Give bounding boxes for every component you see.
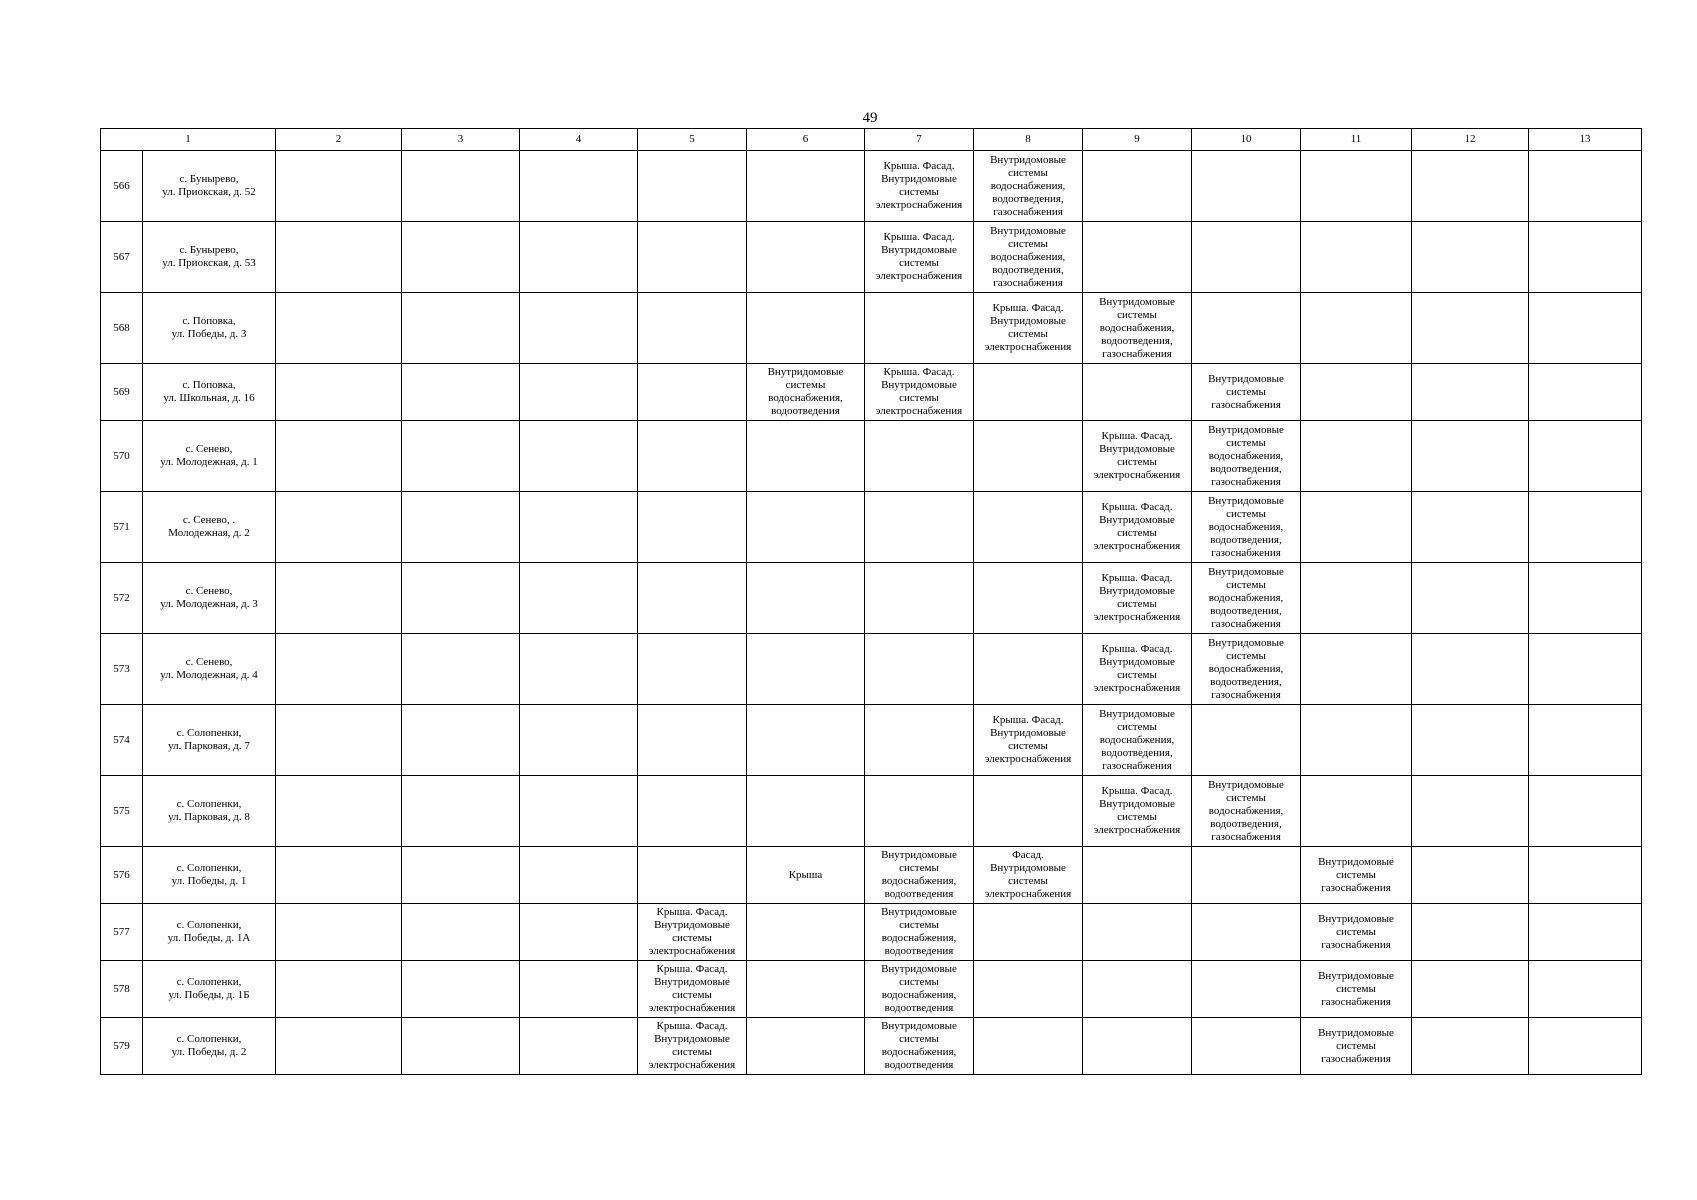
work-cell-13 xyxy=(1529,293,1642,364)
table-row xyxy=(101,293,1642,364)
work-schedule-table xyxy=(100,128,1642,1075)
column-header: 13 xyxy=(1529,129,1642,151)
work-cell-6 xyxy=(747,961,865,1018)
work-cell-5 xyxy=(638,634,747,705)
work-cell-2 xyxy=(276,492,402,563)
work-cell-2 xyxy=(276,364,402,421)
row-number-cell: 568 xyxy=(101,293,143,364)
work-cell-11: Внутридомовые системы газоснабжения xyxy=(1301,961,1412,1018)
work-cell-8 xyxy=(974,563,1083,634)
work-cell-4 xyxy=(520,151,638,222)
work-cell-2 xyxy=(276,421,402,492)
work-cell-8 xyxy=(974,904,1083,961)
work-cell-3 xyxy=(402,364,520,421)
work-cell-7: Крыша. Фасад. Внутридомовые системы электроснабжения xyxy=(865,222,974,293)
work-cell-11 xyxy=(1301,776,1412,847)
work-cell-7 xyxy=(865,421,974,492)
work-cell-9: Крыша. Фасад. Внутридомовые системы электроснабжения xyxy=(1083,421,1192,492)
work-cell-9 xyxy=(1083,847,1192,904)
work-cell-13 xyxy=(1529,847,1642,904)
work-cell-6 xyxy=(747,705,865,776)
address-cell: с. Солопенки, ул. Парковая, д. 8 xyxy=(143,776,276,847)
address-cell: с. Сенево, ул. Молодежная, д. 3 xyxy=(143,563,276,634)
row-number-cell: 574 xyxy=(101,705,143,776)
table-row xyxy=(101,222,1642,293)
work-cell-5 xyxy=(638,293,747,364)
work-cell-2 xyxy=(276,222,402,293)
work-cell-6: Крыша xyxy=(747,847,865,904)
work-cell-7: Крыша. Фасад. Внутридомовые системы электроснабжения xyxy=(865,364,974,421)
work-cell-11 xyxy=(1301,705,1412,776)
work-cell-6 xyxy=(747,492,865,563)
column-header: 7 xyxy=(865,129,974,151)
work-cell-3 xyxy=(402,847,520,904)
work-cell-9: Внутридомовые системы водоснабжения, водоотведения, газоснабжения xyxy=(1083,293,1192,364)
row-number-cell: 566 xyxy=(101,151,143,222)
table-row xyxy=(101,1018,1642,1075)
work-cell-7: Внутридомовые системы водоснабжения, водоотведения xyxy=(865,1018,974,1075)
address-cell: с. Сенево, . Молодежная, д. 2 xyxy=(143,492,276,563)
work-cell-9 xyxy=(1083,151,1192,222)
work-cell-9 xyxy=(1083,364,1192,421)
work-cell-7 xyxy=(865,293,974,364)
work-cell-10: Внутридомовые системы водоснабжения, водоотведения, газоснабжения xyxy=(1192,776,1301,847)
table-row xyxy=(101,634,1642,705)
table-row xyxy=(101,563,1642,634)
row-number-cell: 579 xyxy=(101,1018,143,1075)
work-cell-2 xyxy=(276,705,402,776)
work-cell-12 xyxy=(1412,563,1529,634)
work-cell-10 xyxy=(1192,1018,1301,1075)
work-cell-5 xyxy=(638,421,747,492)
work-cell-8: Фасад. Внутридомовые системы электроснабжения xyxy=(974,847,1083,904)
address-cell: с. Поповка, ул. Победы, д. 3 xyxy=(143,293,276,364)
work-cell-12 xyxy=(1412,222,1529,293)
work-cell-12 xyxy=(1412,634,1529,705)
work-cell-6 xyxy=(747,222,865,293)
column-header: 3 xyxy=(402,129,520,151)
work-cell-5 xyxy=(638,492,747,563)
work-cell-2 xyxy=(276,961,402,1018)
work-cell-3 xyxy=(402,1018,520,1075)
work-cell-3 xyxy=(402,705,520,776)
work-cell-10: Внутридомовые системы водоснабжения, водоотведения, газоснабжения xyxy=(1192,492,1301,563)
column-header: 10 xyxy=(1192,129,1301,151)
column-header: 5 xyxy=(638,129,747,151)
work-cell-13 xyxy=(1529,776,1642,847)
work-cell-4 xyxy=(520,563,638,634)
work-cell-10 xyxy=(1192,961,1301,1018)
work-cell-7: Внутридомовые системы водоснабжения, водоотведения xyxy=(865,847,974,904)
work-cell-3 xyxy=(402,776,520,847)
work-cell-4 xyxy=(520,961,638,1018)
work-cell-2 xyxy=(276,904,402,961)
work-cell-3 xyxy=(402,904,520,961)
work-cell-7 xyxy=(865,776,974,847)
work-cell-5 xyxy=(638,563,747,634)
work-cell-3 xyxy=(402,421,520,492)
work-cell-2 xyxy=(276,563,402,634)
address-cell: с. Солопенки, ул. Победы, д. 1А xyxy=(143,904,276,961)
work-cell-5 xyxy=(638,776,747,847)
work-cell-4 xyxy=(520,705,638,776)
address-cell: с. Поповка, ул. Школьная, д. 16 xyxy=(143,364,276,421)
work-cell-5 xyxy=(638,847,747,904)
work-cell-6 xyxy=(747,293,865,364)
work-cell-4 xyxy=(520,222,638,293)
work-cell-4 xyxy=(520,293,638,364)
column-header: 2 xyxy=(276,129,402,151)
work-cell-12 xyxy=(1412,151,1529,222)
work-cell-12 xyxy=(1412,776,1529,847)
work-cell-3 xyxy=(402,961,520,1018)
row-number-cell: 570 xyxy=(101,421,143,492)
address-cell: с. Солопенки, ул. Парковая, д. 7 xyxy=(143,705,276,776)
work-cell-3 xyxy=(402,492,520,563)
work-cell-2 xyxy=(276,776,402,847)
work-cell-6: Внутридомовые системы водоснабжения, водоотведения xyxy=(747,364,865,421)
work-cell-12 xyxy=(1412,293,1529,364)
row-number-cell: 576 xyxy=(101,847,143,904)
work-cell-9: Крыша. Фасад. Внутридомовые системы электроснабжения xyxy=(1083,492,1192,563)
work-cell-13 xyxy=(1529,1018,1642,1075)
work-cell-6 xyxy=(747,634,865,705)
work-cell-4 xyxy=(520,421,638,492)
work-cell-10: Внутридомовые системы газоснабжения xyxy=(1192,364,1301,421)
column-header: 11 xyxy=(1301,129,1412,151)
address-cell: с. Солопенки, ул. Победы, д. 1 xyxy=(143,847,276,904)
address-cell: с. Бунырево, ул. Приокская, д. 52 xyxy=(143,151,276,222)
work-cell-12 xyxy=(1412,847,1529,904)
work-cell-11 xyxy=(1301,421,1412,492)
work-cell-6 xyxy=(747,904,865,961)
work-cell-9: Внутридомовые системы водоснабжения, водоотведения, газоснабжения xyxy=(1083,705,1192,776)
work-cell-10 xyxy=(1192,151,1301,222)
work-cell-7: Внутридомовые системы водоснабжения, водоотведения xyxy=(865,904,974,961)
work-cell-2 xyxy=(276,634,402,705)
work-cell-3 xyxy=(402,563,520,634)
row-number-cell: 575 xyxy=(101,776,143,847)
work-cell-11 xyxy=(1301,492,1412,563)
work-cell-10: Внутридомовые системы водоснабжения, водоотведения, газоснабжения xyxy=(1192,563,1301,634)
work-cell-10: Внутридомовые системы водоснабжения, водоотведения, газоснабжения xyxy=(1192,421,1301,492)
work-cell-8 xyxy=(974,634,1083,705)
table-row xyxy=(101,961,1642,1018)
work-cell-13 xyxy=(1529,151,1642,222)
row-number-cell: 577 xyxy=(101,904,143,961)
work-cell-11 xyxy=(1301,563,1412,634)
work-cell-4 xyxy=(520,847,638,904)
table-row xyxy=(101,151,1642,222)
work-cell-13 xyxy=(1529,364,1642,421)
row-number-cell: 578 xyxy=(101,961,143,1018)
table-row xyxy=(101,421,1642,492)
work-cell-10 xyxy=(1192,847,1301,904)
work-cell-10: Внутридомовые системы водоснабжения, водоотведения, газоснабжения xyxy=(1192,634,1301,705)
work-cell-12 xyxy=(1412,492,1529,563)
table-row xyxy=(101,364,1642,421)
work-cell-13 xyxy=(1529,634,1642,705)
address-cell: с. Бунырево, ул. Приокская, д. 53 xyxy=(143,222,276,293)
work-cell-6 xyxy=(747,563,865,634)
work-cell-11 xyxy=(1301,364,1412,421)
table-row xyxy=(101,492,1642,563)
work-cell-2 xyxy=(276,1018,402,1075)
work-cell-13 xyxy=(1529,421,1642,492)
work-cell-7 xyxy=(865,705,974,776)
column-header: 1 xyxy=(101,129,276,151)
work-cell-2 xyxy=(276,847,402,904)
work-cell-9 xyxy=(1083,904,1192,961)
work-cell-4 xyxy=(520,904,638,961)
work-cell-4 xyxy=(520,634,638,705)
work-cell-11: Внутридомовые системы газоснабжения xyxy=(1301,1018,1412,1075)
work-cell-7: Крыша. Фасад. Внутридомовые системы электроснабжения xyxy=(865,151,974,222)
address-cell: с. Солопенки, ул. Победы, д. 1Б xyxy=(143,961,276,1018)
work-cell-7 xyxy=(865,492,974,563)
row-number-cell: 571 xyxy=(101,492,143,563)
work-cell-5 xyxy=(638,705,747,776)
work-cell-8: Внутридомовые системы водоснабжения, водоотведения, газоснабжения xyxy=(974,151,1083,222)
table-row xyxy=(101,776,1642,847)
address-cell: с. Сенево, ул. Молодежная, д. 1 xyxy=(143,421,276,492)
row-number-cell: 569 xyxy=(101,364,143,421)
table-body xyxy=(101,129,1642,1075)
work-cell-7 xyxy=(865,634,974,705)
work-cell-5 xyxy=(638,364,747,421)
work-cell-9: Крыша. Фасад. Внутридомовые системы электроснабжения xyxy=(1083,634,1192,705)
work-cell-12 xyxy=(1412,705,1529,776)
work-cell-8: Крыша. Фасад. Внутридомовые системы электроснабжения xyxy=(974,705,1083,776)
work-cell-3 xyxy=(402,634,520,705)
work-cell-2 xyxy=(276,293,402,364)
work-cell-13 xyxy=(1529,705,1642,776)
work-cell-13 xyxy=(1529,492,1642,563)
work-cell-4 xyxy=(520,492,638,563)
work-cell-10 xyxy=(1192,705,1301,776)
column-header: 12 xyxy=(1412,129,1529,151)
work-cell-4 xyxy=(520,776,638,847)
work-cell-8 xyxy=(974,492,1083,563)
column-header: 6 xyxy=(747,129,865,151)
work-cell-7 xyxy=(865,563,974,634)
table-row xyxy=(101,904,1642,961)
work-cell-10 xyxy=(1192,293,1301,364)
work-cell-4 xyxy=(520,1018,638,1075)
address-cell: с. Солопенки, ул. Победы, д. 2 xyxy=(143,1018,276,1075)
work-cell-12 xyxy=(1412,421,1529,492)
work-cell-11 xyxy=(1301,293,1412,364)
work-cell-11: Внутридомовые системы газоснабжения xyxy=(1301,904,1412,961)
work-cell-3 xyxy=(402,222,520,293)
work-cell-10 xyxy=(1192,904,1301,961)
work-cell-10 xyxy=(1192,222,1301,293)
column-header: 9 xyxy=(1083,129,1192,151)
work-cell-6 xyxy=(747,421,865,492)
work-cell-8: Крыша. Фасад. Внутридомовые системы электроснабжения xyxy=(974,293,1083,364)
work-cell-11: Внутридомовые системы газоснабжения xyxy=(1301,847,1412,904)
work-cell-9: Крыша. Фасад. Внутридомовые системы электроснабжения xyxy=(1083,776,1192,847)
work-cell-13 xyxy=(1529,563,1642,634)
column-header: 4 xyxy=(520,129,638,151)
column-header: 8 xyxy=(974,129,1083,151)
table-row xyxy=(101,705,1642,776)
column-header-row xyxy=(101,129,1642,151)
work-cell-4 xyxy=(520,364,638,421)
work-cell-5 xyxy=(638,222,747,293)
work-cell-6 xyxy=(747,1018,865,1075)
work-cell-8: Внутридомовые системы водоснабжения, водоотведения, газоснабжения xyxy=(974,222,1083,293)
work-cell-3 xyxy=(402,151,520,222)
work-cell-8 xyxy=(974,961,1083,1018)
work-cell-9: Крыша. Фасад. Внутридомовые системы электроснабжения xyxy=(1083,563,1192,634)
work-cell-9 xyxy=(1083,1018,1192,1075)
work-cell-8 xyxy=(974,364,1083,421)
work-cell-5: Крыша. Фасад. Внутридомовые системы электроснабжения xyxy=(638,904,747,961)
work-cell-6 xyxy=(747,776,865,847)
work-cell-12 xyxy=(1412,904,1529,961)
work-cell-8 xyxy=(974,776,1083,847)
work-cell-8 xyxy=(974,421,1083,492)
work-cell-6 xyxy=(747,151,865,222)
work-cell-12 xyxy=(1412,364,1529,421)
work-cell-5: Крыша. Фасад. Внутридомовые системы электроснабжения xyxy=(638,961,747,1018)
work-cell-11 xyxy=(1301,222,1412,293)
work-cell-3 xyxy=(402,293,520,364)
work-cell-13 xyxy=(1529,904,1642,961)
work-cell-13 xyxy=(1529,961,1642,1018)
work-cell-8 xyxy=(974,1018,1083,1075)
work-cell-7: Внутридомовые системы водоснабжения, водоотведения xyxy=(865,961,974,1018)
work-cell-2 xyxy=(276,151,402,222)
address-cell: с. Сенево, ул. Молодежная, д. 4 xyxy=(143,634,276,705)
work-cell-11 xyxy=(1301,151,1412,222)
work-cell-12 xyxy=(1412,961,1529,1018)
work-cell-9 xyxy=(1083,961,1192,1018)
work-cell-12 xyxy=(1412,1018,1529,1075)
work-cell-9 xyxy=(1083,222,1192,293)
work-cell-5: Крыша. Фасад. Внутридомовые системы электроснабжения xyxy=(638,1018,747,1075)
work-cell-5 xyxy=(638,151,747,222)
work-cell-13 xyxy=(1529,222,1642,293)
row-number-cell: 567 xyxy=(101,222,143,293)
table-row xyxy=(101,847,1642,904)
row-number-cell: 572 xyxy=(101,563,143,634)
row-number-cell: 573 xyxy=(101,634,143,705)
work-cell-11 xyxy=(1301,634,1412,705)
page-number: 49 xyxy=(862,110,878,126)
